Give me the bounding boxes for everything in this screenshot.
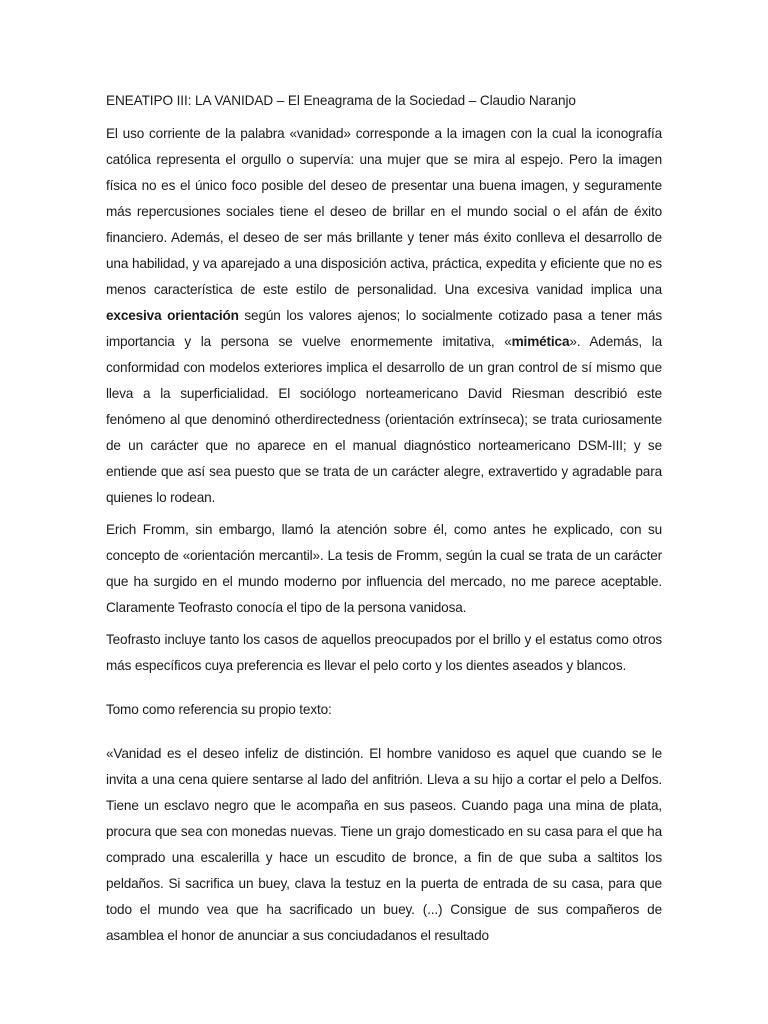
paragraph-teofrasto: Teofrasto incluye tanto los casos de aquellos preocupados por el brillo y el estatus como otros más específicos cuya preferencia es llevar el pelo corto y los dientes aseados y blancos.	[106, 632, 662, 673]
paragraph-text: El uso corriente de la palabra «vanidad» corresponde a la imagen con la cual la iconografía católica representa el orgullo o supervía: una mujer que se mira al espejo. Pero la imagen física no es el único foco posible del deseo de presentar una buena imagen, y seguramente más repercusiones sociales tiene el deseo de brillar en el mundo social o el afán de éxito financiero. Además, el deseo de ser más brillante y tener más éxito conlleva el desarrollo de una habilidad, y va aparejado a una disposición activa, práctica, expedita y eficiente que no es menos característica de este estilo de personalidad. Una excesiva vanidad implica una	[106, 126, 662, 297]
paragraph-text: según los valores ajenos; lo socialmente cotizado pasa a tener más importancia y la persona se vuelve enormemente imitativa, «	[106, 308, 662, 349]
bold-term-excesiva-orientacion: excesiva orientación	[106, 308, 239, 323]
document-title: ENEATIPO III: LA VANIDAD – El Eneagrama de la Sociedad – Claudio Naranjo	[106, 93, 576, 108]
paragraph-fromm: Erich Fromm, sin embargo, llamó la atención sobre él, como antes he explicado, con su concepto de «orientación mercantil». La tesis de Fromm, según la cual se trata de un carácter que ha surgido en el mundo moderno por influencia del mercado, no me parece aceptable. Claramente Teofrasto conocía el tipo de la persona vanidosa.	[106, 522, 662, 615]
paragraph-vanidad-intro	[106, 121, 662, 511]
document-body	[106, 90, 662, 955]
paragraph-text: ». Además, la conformidad con modelos exteriores implica el desarrollo de un gran control de sí mismo que lleva a la superficialidad. El sociólogo norteamericano David Riesman describió este fenómeno al que denominó otherdirectedness (orientación extrínseca); se trata curiosamente de un carácter que no aparece en el manual diagnóstico norteamericano DSM-III; y se entiende que así sea puesto que se trata de un carácter alegre, extravertido y agradable para quienes lo rodean.	[106, 334, 662, 505]
paragraph-quote: «Vanidad es el deseo infeliz de distinción. El hombre vanidoso es aquel que cuando se le invita a una cena quiere sentarse al lado del anfitrión. Lleva a su hijo a cortar el pelo a Delfos. Tiene un esclavo negro que le acompaña en sus paseos. Cuando paga una mina de plata, procura que sea con monedas nuevas. Tiene un grajo domesticado en su casa para el que ha comprado una escalerilla y hace un escudito de bronce, a fin de que suba a saltitos los peldaños. Si sacrifica un buey, clava la testuz en la puerta de entrada de su casa, para que todo el mundo vea que ha sacrificado un buey. (...) Consigue de sus compañeros de asamblea el honor de anunciar a sus conciudadanos el resultado	[106, 746, 662, 943]
bold-term-mimetica: mimética	[511, 334, 570, 349]
paragraph-referencia: Tomo como referencia su propio texto:	[106, 702, 332, 717]
